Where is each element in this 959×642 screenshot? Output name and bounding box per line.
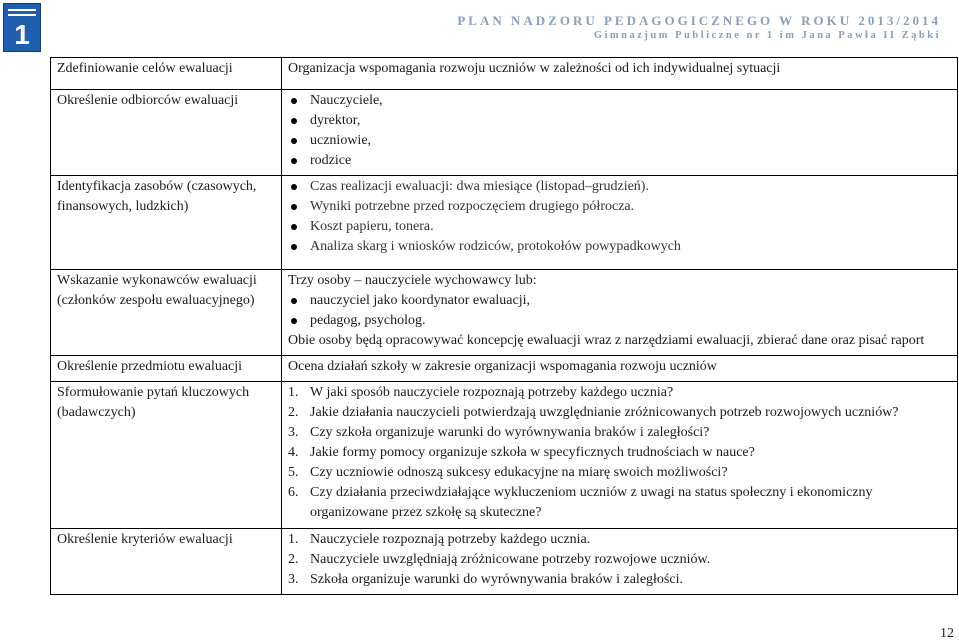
list-item [288,483,951,523]
item-text: Jakie formy pomocy organizuje szkoła w specyficznych trudnościach w nauce? [310,445,755,460]
list-item [288,443,951,463]
list-item: nauczyciel jako koordynator ewaluacji, [288,291,951,311]
item-text: Nauczyciele rozpoznają potrzeby każdego ucznia. [310,532,591,547]
table-row [51,356,958,382]
item-number: 4. [288,445,299,460]
list-item [288,423,951,443]
item-number: 3. [288,425,299,440]
row-content [282,270,958,356]
item-number: 5. [288,465,299,480]
table-row [51,529,958,595]
list-item [288,550,951,570]
item-number: 2. [288,405,299,420]
table-row [51,176,958,270]
item-text: Czy szkoła organizuje warunki do wyrównywania braków i zaległości? [310,425,710,440]
row-label: Określenie odbiorców ewaluacji [51,90,282,176]
table-row [51,382,958,529]
row-label: Identyfikacja zasobów (czasowych, finansowych, ludzkich) [51,176,282,270]
list-item: dyrektor, [288,111,951,131]
item-number: 1. [288,532,299,547]
list-item: pedagog, psycholog. [288,311,951,331]
evaluation-plan-table [50,57,958,595]
item-number: 2. [288,552,299,567]
header-title: PLAN NADZORU PEDAGOGICZNEGO W ROKU 2013/2014 [457,13,941,28]
list-item [288,383,951,403]
item-text: Nauczyciele uwzględniają zróżnicowane potrzeby rozwojowe uczniów. [310,552,711,567]
row-label: Zdefiniowanie celów ewaluacji [51,58,282,90]
item-text: Czy działania przeciwdziałające wykluczeniom uczniów z uwagi na status społeczny i ekonomiczny organizowane przez szkołę są skuteczne? [310,485,873,520]
list-item [288,403,951,423]
row-content: Ocena działań szkoły w zakresie organizacji wspomagania rozwoju uczniów [282,356,958,382]
item-text: Szkoła organizuje warunki do wyrównywania braków i zaległości. [310,572,683,587]
row-content [282,176,958,270]
row-content [282,382,958,529]
row-label: Określenie przedmiotu ewaluacji [51,356,282,382]
page-number: 12 [940,626,954,641]
table-row [51,58,958,90]
logo-number: 1 [14,19,30,50]
list-item: Koszt papieru, tonera. [288,217,951,237]
list-item: uczniowie, [288,131,951,151]
row-label: Określenie kryteriów ewaluacji [51,529,282,595]
logo-stripe [8,14,36,16]
row-intro: Trzy osoby – nauczyciele wychowawcy lub: [288,273,537,288]
header-subtitle: Gimnazjum Publiczne nr 1 im Jana Pawła II Ząbki [593,30,941,41]
list-item: Analiza skarg i wniosków rodziców, protokołów powypadkowych [288,237,951,257]
list-item [288,570,951,590]
page-header [457,13,941,42]
item-number: 6. [288,485,299,500]
row-label: Wskazanie wykonawców ewaluacji (członków zespołu ewaluacyjnego) [51,270,282,356]
list-item [288,463,951,483]
list-item [288,530,951,550]
item-text: Czy uczniowie odnoszą sukcesy edukacyjne na miarę swoich możliwości? [310,465,728,480]
row-content: Organizacja wspomagania rozwoju uczniów w zależności od ich indywidualnej sytuacji [282,58,958,90]
school-logo [3,3,41,52]
row-content [282,529,958,595]
list-item: rodzice [288,151,951,171]
list-item: Nauczyciele, [288,91,951,111]
item-number: 3. [288,572,299,587]
item-text: W jaki sposób nauczyciele rozpoznają potrzeby każdego ucznia? [310,385,674,400]
row-content [282,90,958,176]
item-number: 1. [288,385,299,400]
table-row [51,90,958,176]
row-outro: Obie osoby będą opracowywać koncepcję ewaluacji wraz z narzędziami ewaluacji, zbierać dane oraz pisać raport [288,333,925,348]
item-text: Jakie działania nauczycieli potwierdzają uwzględnianie zróżnicowanych potrzeb rozwojowych uczniów? [310,405,899,420]
row-label: Sformułowanie pytań kluczowych (badawczych) [51,382,282,529]
table-row [51,270,958,356]
list-item: Wyniki potrzebne przed rozpoczęciem drugiego półrocza. [288,197,951,217]
list-item: Czas realizacji ewaluacji: dwa miesiące (listopad–grudzień). [288,177,951,197]
logo-stripe [8,9,36,11]
